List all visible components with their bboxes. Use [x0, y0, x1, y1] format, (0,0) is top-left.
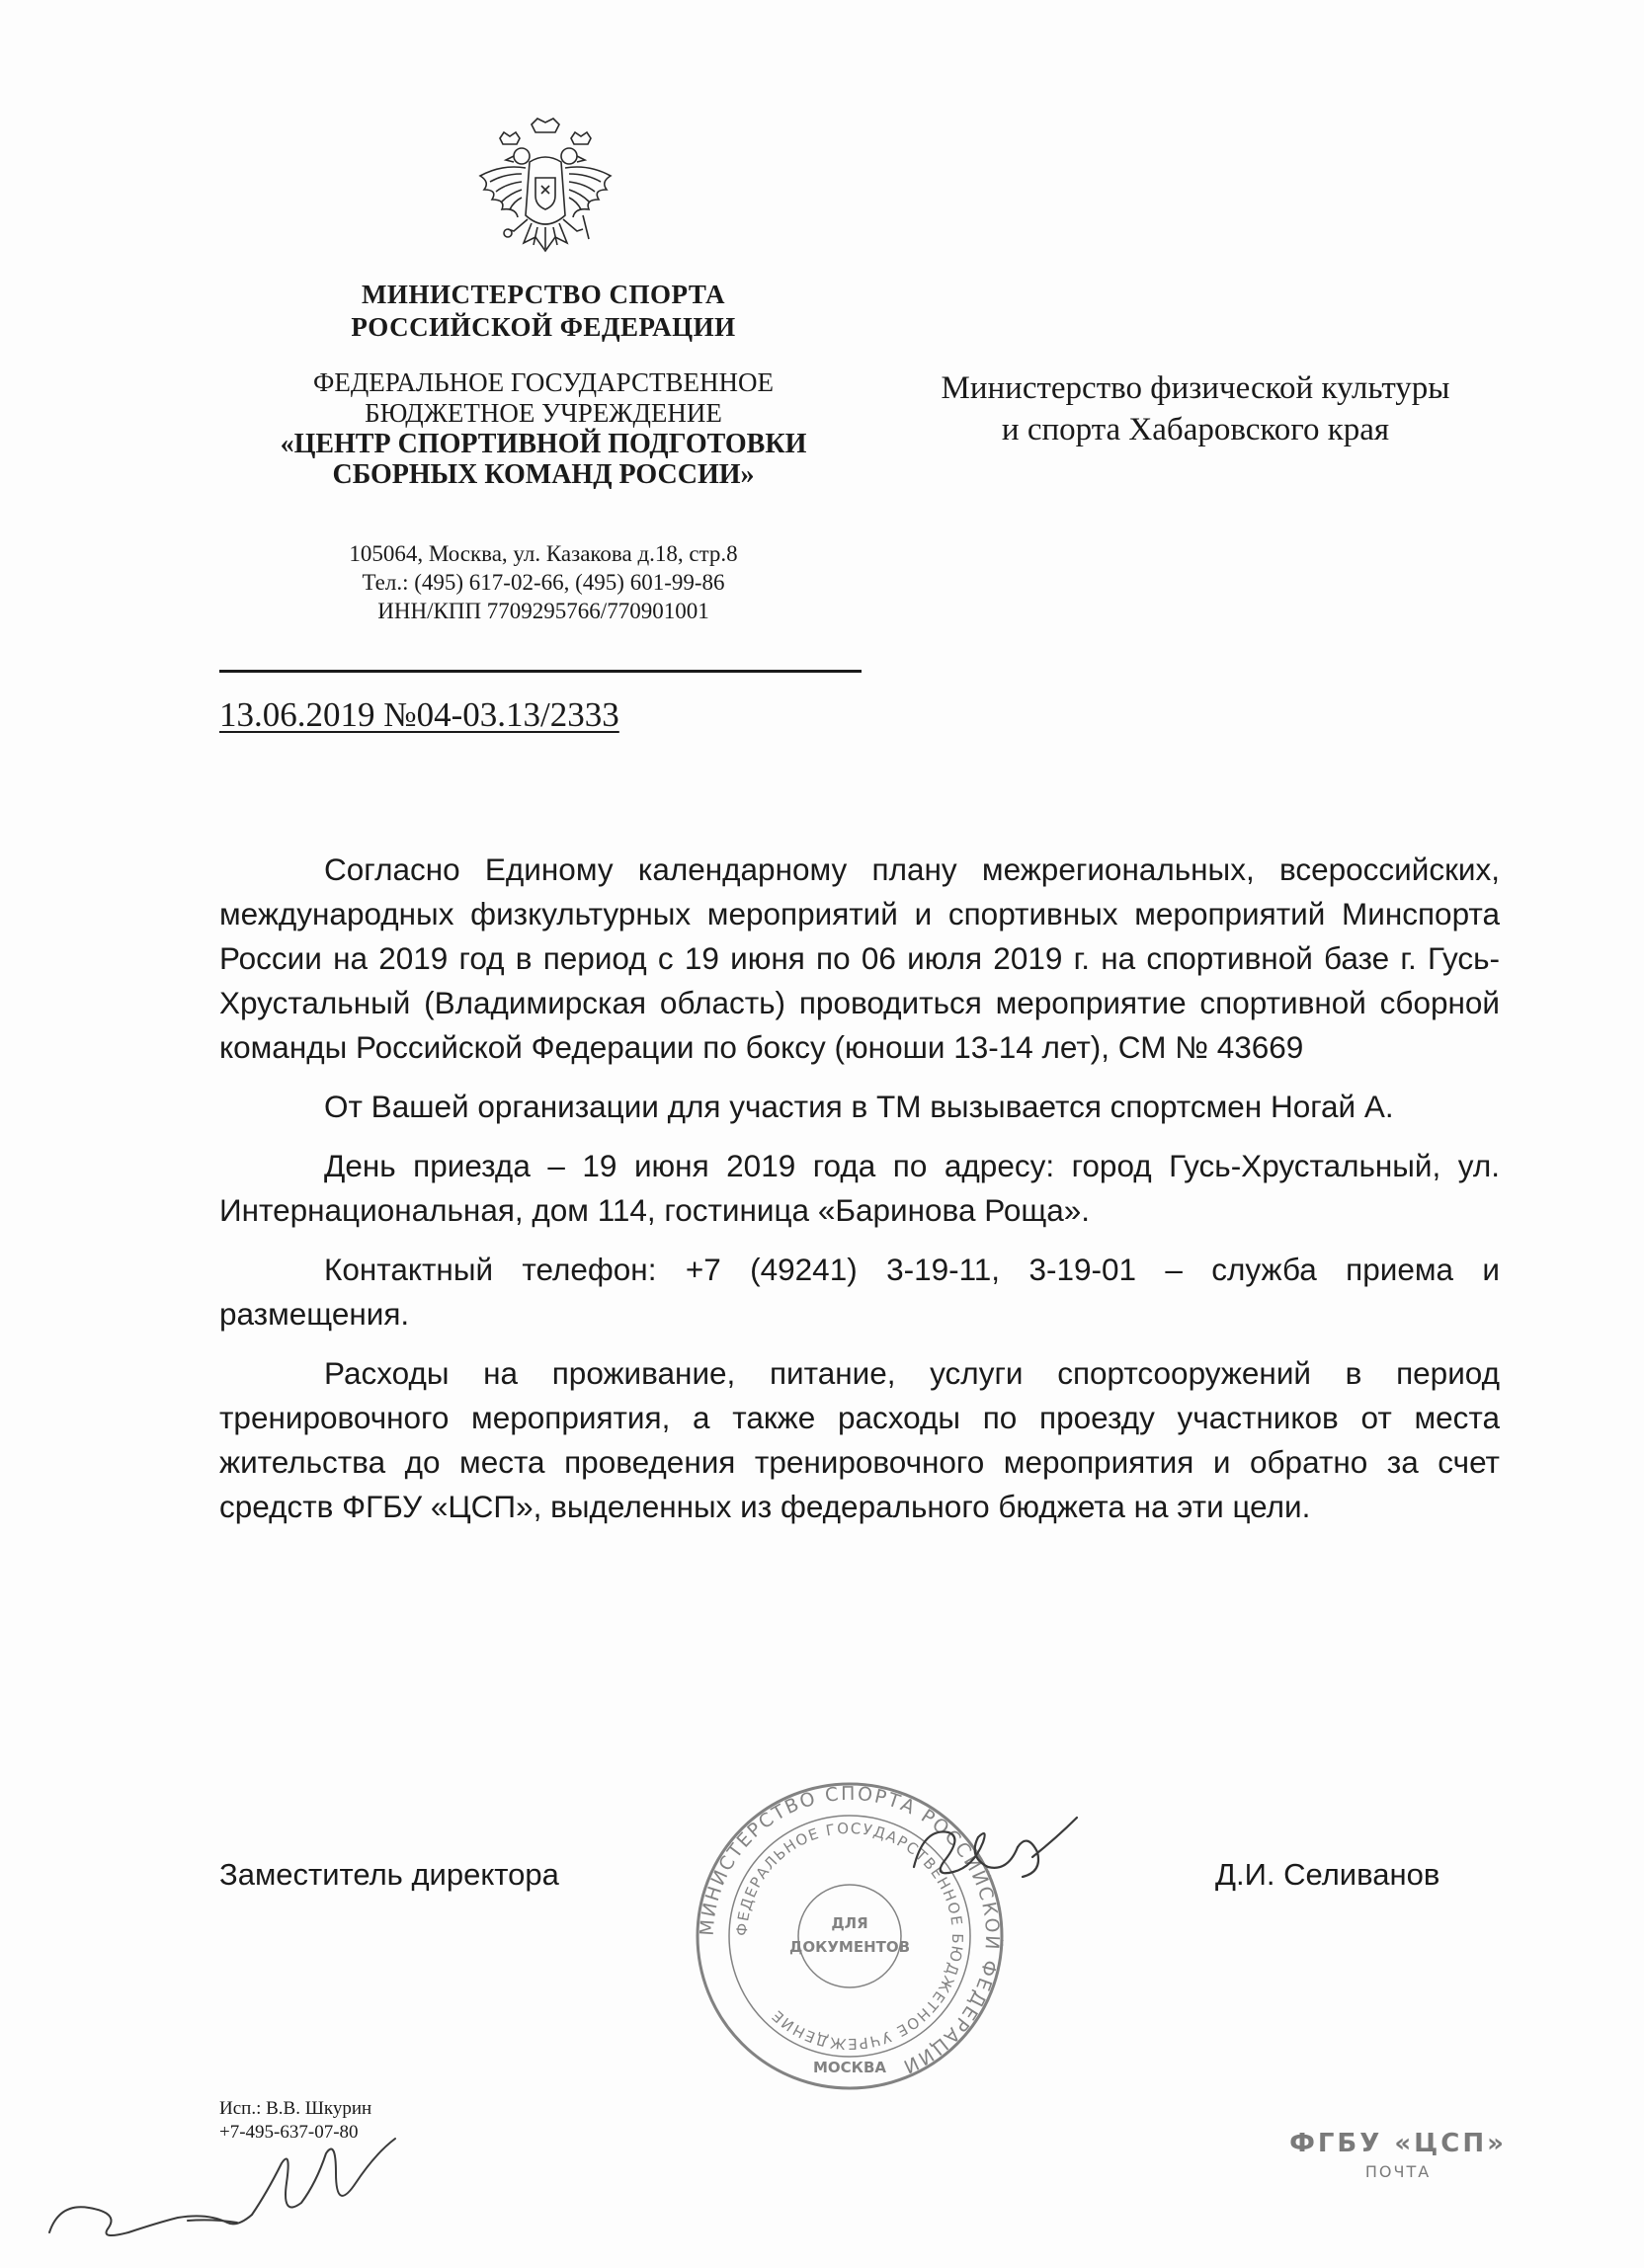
- org-name-line-1: «ЦЕНТР СПОРТИВНОЙ ПОДГОТОВКИ: [280, 429, 807, 459]
- header-divider: [219, 670, 862, 673]
- org-line-1: ФЕДЕРАЛЬНОЕ ГОСУДАРСТВЕННОЕ: [313, 367, 774, 397]
- signatory-role: Заместитель директора: [219, 1857, 559, 1892]
- mail-stamp-line-1: ФГБУ «ЦСП»: [1289, 2129, 1507, 2158]
- body-paragraph-3: День приезда – 19 июня 2019 года по адресу: город Гусь-Хрустальный, ул. Интернациональная, дом 114, гостиница «Баринова Роща».: [219, 1148, 1500, 1228]
- org-phone: Тел.: (495) 617-02-66, (495) 601-99-86: [362, 570, 725, 595]
- body-paragraph-4: Контактный телефон: +7 (49241) 3-19-11, 3-19-01 – служба приема и размещения.: [219, 1252, 1500, 1332]
- address-block: [198, 539, 889, 625]
- executor-name: Исп.: В.В. Шкурин: [219, 2098, 372, 2119]
- executor-phone: +7-495-637-07-80: [219, 2122, 359, 2143]
- body-paragraph-1: Согласно Единому календарному плану межрегиональных, всероссийских, международных физкультурных мероприятий и спортивных мероприятий Минспорта России на 2019 год в период с 19 июня по 06 июля 2019 г. на спортивной базе г. Гусь-Хрустальный (Владимирская область) проводиться мероприятие спортивной сборной команды Российской Федерации по боксу (юноши 13-14 лет), СМ № 43669: [219, 851, 1500, 1065]
- stamp-outer-text: МИНИСТЕРСТВО СПОРТА РОССИЙСКОЙ ФЕДЕРАЦИИ: [696, 1782, 1004, 2078]
- body-paragraph-5: Расходы на проживание, питание, услуги спортсооружений в период тренировочного мероприятия, а также расходы по проезду участников от места жительства до места проведения тренировочного мероприятия и обратно за счет средств ФГБУ «ЦСП», выделенных из федерального бюджета на эти цели.: [219, 1355, 1500, 1524]
- stamp-center-line-1: ДЛЯ: [831, 1914, 868, 1932]
- stamp-inner-text: ФЕДЕРАЛЬНОЕ ГОСУДАРСТВЕННОЕ БЮДЖЕТНОЕ УЧРЕЖДЕНИЕ: [732, 1819, 967, 2054]
- ministry-line-2: РОССИЙСКОЙ ФЕДЕРАЦИИ: [351, 312, 736, 342]
- body-paragraph-2: От Вашей организации для участия в ТМ вызывается спортсмен Ногай А.: [324, 1089, 1394, 1124]
- mail-stamp-line-2: ПОЧТА: [1364, 2162, 1432, 2181]
- ministry-title: [198, 279, 889, 344]
- recipient-line-1: Министерство физической культуры: [941, 370, 1450, 406]
- org-name-line-2: СБОРНЫХ КОМАНД РОССИИ»: [332, 459, 755, 490]
- org-line-2: БЮДЖЕТНОЕ УЧРЕЖДЕНИЕ: [365, 398, 722, 428]
- organization-block: [198, 367, 889, 490]
- handwritten-signature: [894, 1798, 1092, 1906]
- org-address: 105064, Москва, ул. Казакова д.18, стр.8: [349, 541, 738, 566]
- stamp-center-line-2: ДОКУМЕНТОВ: [788, 1938, 911, 1956]
- double-headed-eagle-emblem-icon: [472, 117, 618, 271]
- stamp-city: МОСКВА: [813, 2059, 886, 2076]
- mail-stamp: [1289, 2129, 1507, 2181]
- ministry-line-1: МИНИСТЕРСТВО СПОРТА: [361, 280, 726, 309]
- recipient-block: [869, 367, 1521, 450]
- letter-body: [219, 848, 1500, 1544]
- document-number: 13.06.2019 №04-03.13/2333: [219, 695, 619, 734]
- recipient-line-2: и спорта Хабаровского края: [1001, 412, 1390, 447]
- handwritten-scribble: [40, 2124, 474, 2252]
- org-inn: ИНН/КПП 7709295766/770901001: [377, 599, 709, 623]
- signatory-name: Д.И. Селиванов: [1215, 1857, 1440, 1892]
